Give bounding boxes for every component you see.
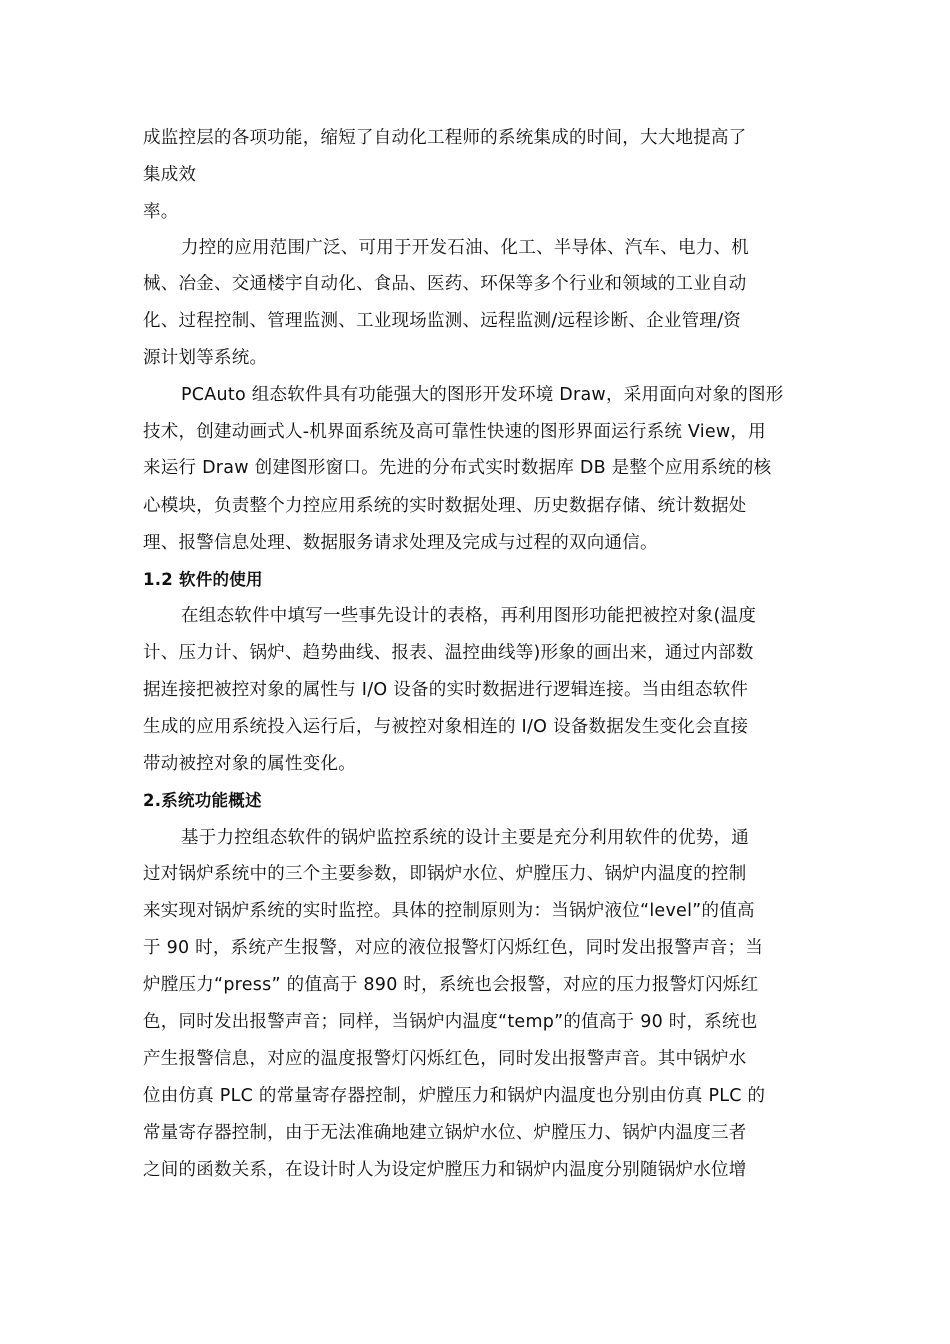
text-line: 常量寄存器控制，由于无法准确地建立锅炉水位、炉膛压力、锅炉内温度三者 — [143, 1123, 747, 1143]
section-heading: 2.系统功能概述 — [143, 791, 262, 810]
section-heading: 1.2 软件的使用 — [143, 570, 263, 589]
text-line: 在组态软件中填写一些事先设计的表格，再利用图形功能把被控对象(温度 — [181, 606, 757, 626]
text-line: 过对锅炉系统中的三个主要参数，即锅炉水位、炉膛压力、锅炉内温度的控制 — [143, 864, 747, 884]
text-line: 位由仿真 PLC 的常量寄存器控制，炉膛压力和锅炉内温度也分别由仿真 PLC 的 — [143, 1086, 766, 1106]
text-line: 带动被控对象的属性变化。 — [143, 754, 356, 774]
text-line: 理、报警信息处理、数据服务请求处理及完成与过程的双向通信。 — [143, 533, 658, 553]
text-line: 来运行 Draw 创建图形窗口。先进的分布式实时数据库 DB 是整个应用系统的核 — [143, 458, 772, 478]
text-line: 生成的应用系统投入运行后，与被控对象相连的 I/O 设备数据发生变化会直接 — [143, 717, 749, 737]
text-line: 化、过程控制、管理监测、工业现场监测、远程监测/远程诊断、企业管理/资 — [143, 311, 742, 331]
text-line: 心模块，负责整个力控应用系统的实时数据处理、历史数据存储、统计数据处 — [143, 496, 747, 516]
text-line: 来实现对锅炉系统的实时监控。具体的控制原则为：当锅炉液位“level”的值高 — [143, 901, 755, 921]
text-line: 色，同时发出报警声音；同样，当锅炉内温度“temp”的值高于 90 时，系统也 — [143, 1012, 758, 1032]
text-line: 率。 — [143, 202, 179, 222]
text-line: 计、压力计、锅炉、趋势曲线、报表、温控曲线等)形象的画出来，通过内部数 — [143, 643, 754, 663]
text-line: 于 90 时，系统产生报警，对应的液位报警灯闪烁红色，同时发出报警声音；当 — [143, 938, 764, 958]
text-line: 集成效 — [143, 165, 197, 185]
text-line: 成监控层的各项功能，缩短了自动化工程师的系统集成的时间，大大地提高了 — [143, 128, 747, 148]
text-line: 之间的函数关系，在设计时人为设定炉膛压力和锅炉内温度分别随锅炉水位增 — [143, 1160, 747, 1180]
text-line: 据连接把被控对象的属性与 I/O 设备的实时数据进行逻辑连接。当由组态软件 — [143, 680, 749, 700]
text-line: 基于力控组态软件的锅炉监控系统的设计主要是充分利用软件的优势，通 — [181, 828, 749, 848]
text-line: 力控的应用范围广泛、可用于开发石油、化工、半导体、汽车、电力、机 — [181, 238, 749, 258]
text-line: PCAuto 组态软件具有功能强大的图形开发环境 Draw，采用面向对象的图形 — [181, 385, 784, 405]
text-line: 炉膛压力“press” 的值高于 890 时，系统也会报警，对应的压力报警灯闪烁红 — [143, 975, 759, 995]
text-line: 技术，创建动画式人-机界面系统及高可靠性快速的图形界面运行系统 View，用 — [143, 422, 766, 442]
text-line: 源计划等系统。 — [143, 348, 268, 368]
text-line: 产生报警信息，对应的温度报警灯闪烁红色，同时发出报警声音。其中锅炉水 — [143, 1049, 747, 1069]
text-line: 械、冶金、交通楼宇自动化、食品、医药、环保等多个行业和领域的工业自动 — [143, 274, 747, 294]
